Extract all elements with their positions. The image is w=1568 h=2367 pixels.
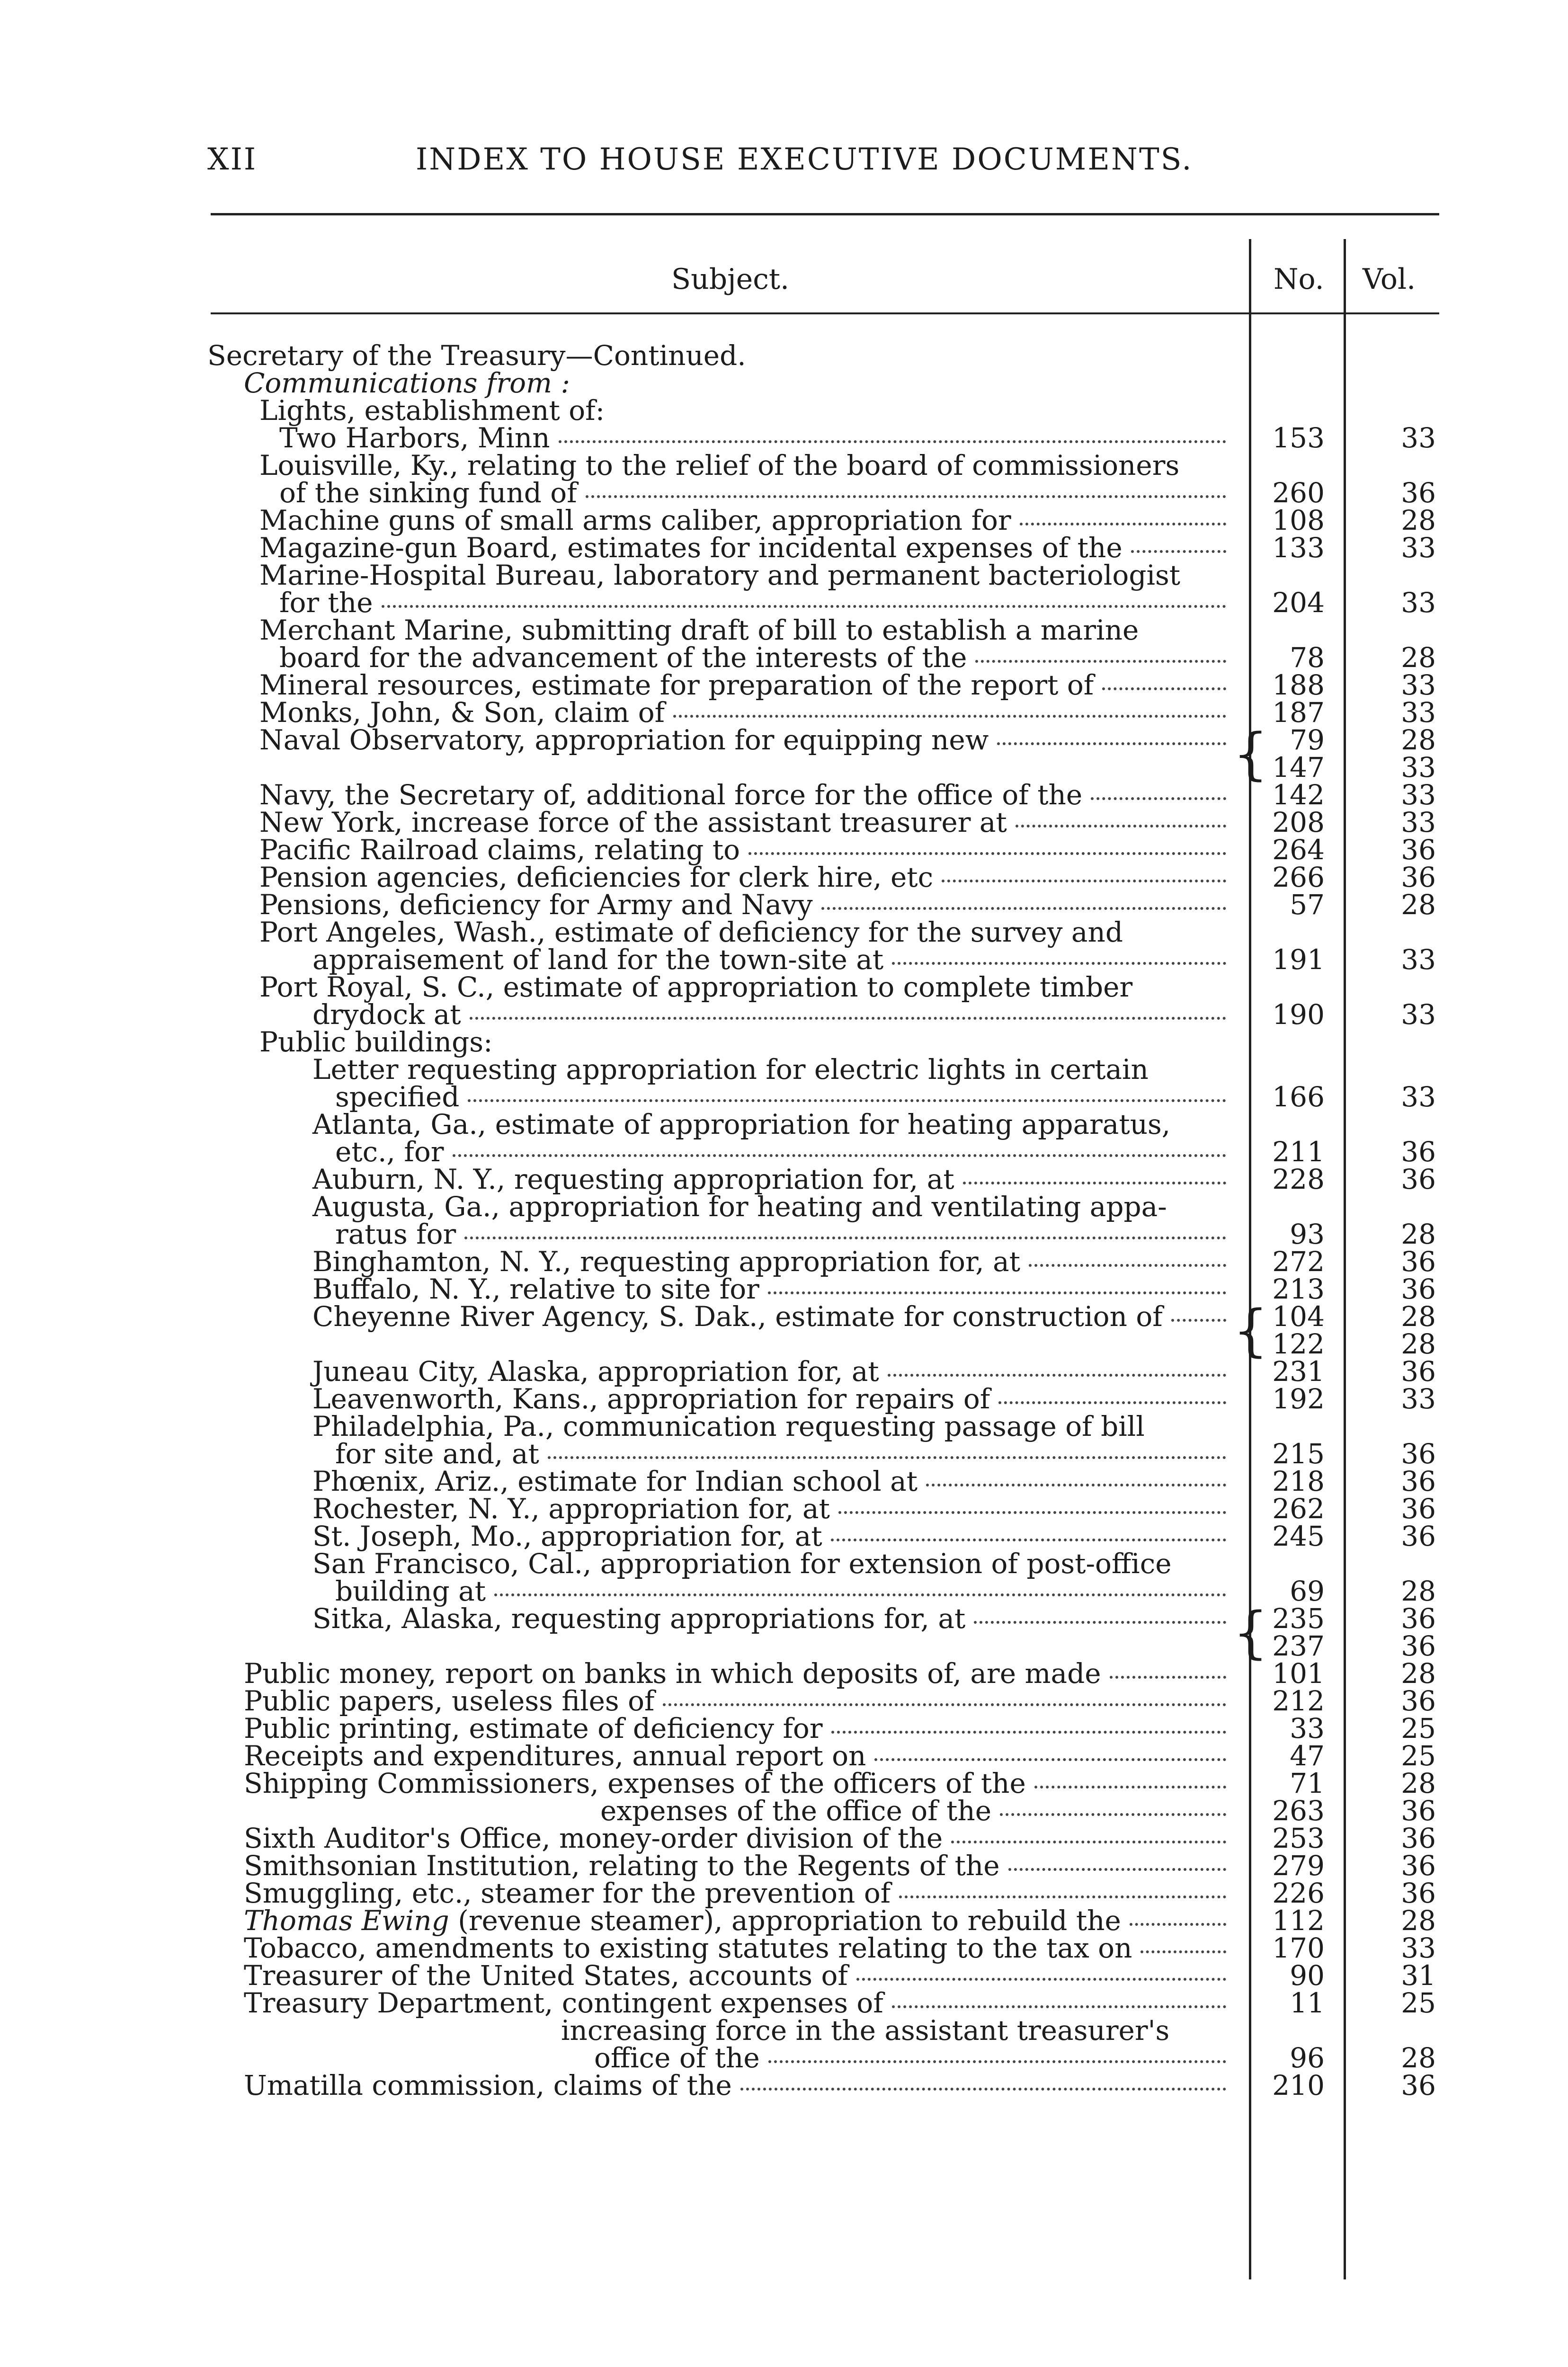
dot-leader bbox=[1029, 1264, 1226, 1267]
dot-leader bbox=[470, 1017, 1226, 1020]
entry-subject: Secretary of the Treasury—Continued. bbox=[207, 339, 746, 372]
entry-no: 142 bbox=[1272, 779, 1325, 811]
entry-no: 260 bbox=[1272, 477, 1325, 509]
index-entry bbox=[0, 918, 1568, 946]
entry-subject: appraisement of land for the town-site at bbox=[312, 943, 884, 976]
index-entry bbox=[0, 1246, 1568, 1278]
entry-subject: for site and, at bbox=[335, 1438, 539, 1470]
entry-vol: 28 bbox=[1401, 724, 1436, 756]
entry-vol: 25 bbox=[1401, 1740, 1436, 1772]
index-entry bbox=[0, 1632, 1568, 1660]
index-entry bbox=[0, 1355, 1568, 1388]
entry-subject: board for the advancement of the interests of the bbox=[279, 641, 967, 674]
entry-no: 90 bbox=[1290, 1959, 1325, 1992]
entry-subject: St. Joseph, Mo., appropriation for, at bbox=[312, 1520, 822, 1552]
dot-leader bbox=[831, 1539, 1226, 1541]
entry-subject: Public printing, estimate of deficiency for bbox=[244, 1712, 823, 1744]
dot-leader bbox=[748, 852, 1226, 855]
entry-subject: Treasurer of the United States, accounts of bbox=[244, 1959, 848, 1992]
entry-vol: 36 bbox=[1401, 1438, 1436, 1470]
entry-subject: Louisville, Ky., relating to the relief of the board of commissioners bbox=[259, 449, 1180, 481]
entry-vol: 36 bbox=[1401, 1136, 1436, 1168]
entry-vol: 31 bbox=[1401, 1959, 1436, 1992]
entry-vol: 36 bbox=[1401, 1163, 1436, 1195]
entry-no: 213 bbox=[1272, 1273, 1325, 1305]
dot-leader bbox=[768, 1291, 1226, 1294]
entry-no: 133 bbox=[1272, 532, 1325, 564]
brace-mark: { bbox=[1233, 1298, 1269, 1363]
entry-subject: Two Harbors, Minn bbox=[279, 422, 550, 454]
index-entry bbox=[0, 1083, 1568, 1111]
entry-no: 33 bbox=[1290, 1712, 1325, 1744]
dot-leader bbox=[831, 1731, 1226, 1734]
entry-no: 71 bbox=[1290, 1767, 1325, 1799]
dot-leader bbox=[382, 605, 1226, 608]
entry-subject: New York, increase force of the assistant treasurer at bbox=[259, 806, 1007, 838]
entry-vol: 36 bbox=[1401, 1246, 1436, 1278]
entry-vol: 33 bbox=[1401, 696, 1436, 729]
entry-subject: Pacific Railroad claims, relating to bbox=[259, 834, 740, 866]
entry-subject: Rochester, N. Y., appropriation for, at bbox=[312, 1493, 830, 1525]
header-rule-bottom bbox=[211, 312, 1439, 314]
entry-subject: building at bbox=[335, 1575, 486, 1607]
index-entry bbox=[0, 2069, 1568, 2101]
header-rule-top bbox=[211, 213, 1439, 215]
entry-vol: 28 bbox=[1401, 1904, 1436, 1937]
entry-vol: 33 bbox=[1401, 1932, 1436, 1964]
entry-subject: Tobacco, amendments to existing statutes relating to the tax on bbox=[244, 1932, 1132, 1964]
entry-subject: Communications from : bbox=[244, 367, 570, 399]
page-title: INDEX TO HOUSE EXECUTIVE DOCUMENTS. bbox=[416, 142, 1193, 177]
entry-vol: 36 bbox=[1401, 1685, 1436, 1717]
index-entry bbox=[0, 1548, 1568, 1580]
index-entry bbox=[0, 1795, 1568, 1827]
index-entry bbox=[0, 504, 1568, 536]
entry-subject: Shipping Commissioners, expenses of the officers of the bbox=[244, 1767, 1026, 1799]
entry-subject: increasing force in the assistant treasurer's bbox=[561, 2014, 1170, 2047]
index-entries bbox=[0, 339, 1568, 2101]
index-entry bbox=[0, 2044, 1568, 2072]
entry-subject: Public papers, useless files of bbox=[244, 1685, 655, 1717]
dot-leader bbox=[1020, 523, 1226, 525]
entry-no: 279 bbox=[1272, 1850, 1325, 1882]
entry-vol: 25 bbox=[1401, 1712, 1436, 1744]
entry-vol: 28 bbox=[1401, 1300, 1436, 1333]
entry-subject: Public buildings: bbox=[259, 1026, 493, 1058]
entry-vol: 36 bbox=[1401, 1602, 1436, 1635]
index-entry bbox=[0, 973, 1568, 1001]
entry-subject: San Francisco, Cal., appropriation for extension of post-office bbox=[312, 1548, 1172, 1580]
entry-subject: Port Angeles, Wash., estimate of deficiency for the survey and bbox=[259, 916, 1123, 948]
index-entry bbox=[0, 1191, 1568, 1223]
entry-vol: 33 bbox=[1401, 587, 1436, 619]
index-entry bbox=[0, 1687, 1568, 1715]
entry-vol: 36 bbox=[1401, 1630, 1436, 1662]
dot-leader bbox=[740, 2088, 1226, 2091]
entry-vol: 36 bbox=[1401, 1520, 1436, 1552]
entry-subject: specified bbox=[335, 1081, 460, 1113]
entry-subject: Cheyenne River Agency, S. Dak., estimate for construction of bbox=[312, 1300, 1163, 1333]
dot-leader bbox=[586, 495, 1226, 498]
brace-mark: { bbox=[1233, 1600, 1269, 1665]
dot-leader bbox=[1000, 1813, 1226, 1816]
entry-subject: Smithsonian Institution, relating to the Regents of the bbox=[244, 1850, 1000, 1882]
entry-subject: Sitka, Alaska, requesting appropriations for, at bbox=[312, 1602, 966, 1635]
entry-subject: Umatilla commission, claims of the bbox=[244, 2069, 732, 2101]
entry-no: 245 bbox=[1272, 1520, 1325, 1552]
dot-leader bbox=[673, 715, 1226, 718]
entry-vol: 33 bbox=[1401, 669, 1436, 701]
entry-vol: 36 bbox=[1401, 1877, 1436, 1909]
brace-mark: { bbox=[1233, 721, 1269, 786]
dot-leader bbox=[892, 962, 1226, 965]
index-entry bbox=[0, 532, 1568, 564]
entry-vol: 33 bbox=[1401, 779, 1436, 811]
index-entry bbox=[0, 449, 1568, 481]
index-entry bbox=[0, 369, 1568, 397]
dot-leader bbox=[892, 2005, 1226, 2008]
index-entry bbox=[0, 561, 1568, 589]
index-entry bbox=[0, 1053, 1568, 1086]
entry-no: 212 bbox=[1272, 1685, 1325, 1717]
entry-subject: Monks, John, & Son, claim of bbox=[259, 696, 665, 729]
entry-vol: 36 bbox=[1401, 1355, 1436, 1388]
index-entry bbox=[0, 1850, 1568, 1882]
entry-no: 231 bbox=[1272, 1355, 1325, 1388]
entry-vol: 36 bbox=[1401, 1273, 1436, 1305]
entry-vol: 36 bbox=[1401, 1795, 1436, 1827]
entry-no: 153 bbox=[1272, 422, 1325, 454]
dot-leader bbox=[663, 1703, 1226, 1706]
entry-subject: for the bbox=[279, 587, 373, 619]
entry-vol: 36 bbox=[1401, 2069, 1436, 2101]
entry-vol: 28 bbox=[1401, 504, 1436, 536]
entry-vol: 28 bbox=[1401, 1657, 1436, 1690]
index-entry bbox=[0, 1410, 1568, 1442]
dot-leader bbox=[1016, 825, 1226, 828]
entry-no: 190 bbox=[1272, 998, 1325, 1031]
entry-subject: ratus for bbox=[335, 1218, 456, 1250]
index-entry bbox=[0, 834, 1568, 866]
entry-no: 108 bbox=[1272, 504, 1325, 536]
entry-no: 226 bbox=[1272, 1877, 1325, 1909]
entry-no: 266 bbox=[1272, 861, 1325, 893]
dot-leader bbox=[768, 2060, 1226, 2063]
index-entry bbox=[0, 479, 1568, 507]
entry-subject: Binghamton, N. Y., requesting appropriation for, at bbox=[312, 1246, 1021, 1278]
entry-subject: Navy, the Secretary of, additional force for the office of the bbox=[259, 779, 1083, 811]
entry-subject: Juneau City, Alaska, appropriation for, at bbox=[312, 1355, 879, 1388]
entry-vol: 28 bbox=[1401, 641, 1436, 674]
dot-leader bbox=[1140, 1950, 1226, 1953]
entry-subject: office of the bbox=[594, 2042, 760, 2074]
index-entry bbox=[0, 1028, 1568, 1056]
entry-no: 262 bbox=[1272, 1493, 1325, 1525]
dot-leader bbox=[874, 1758, 1226, 1761]
entry-no: 192 bbox=[1272, 1383, 1325, 1415]
entry-no: 204 bbox=[1272, 587, 1325, 619]
entry-subject: Thomas Ewing (revenue steamer), appropriation to rebuild the bbox=[244, 1904, 1121, 1937]
entry-vol: 33 bbox=[1401, 943, 1436, 976]
dot-leader bbox=[1102, 687, 1226, 690]
entry-no: 170 bbox=[1272, 1932, 1325, 1964]
entry-no: 96 bbox=[1290, 2042, 1325, 2074]
index-entry bbox=[0, 641, 1568, 674]
entry-no: 263 bbox=[1272, 1795, 1325, 1827]
entry-subject: Marine-Hospital Bureau, laboratory and permanent bacteriologist bbox=[259, 559, 1181, 591]
column-header-subject: Subject. bbox=[671, 263, 790, 296]
entry-subject: drydock at bbox=[312, 998, 461, 1031]
entry-subject: Augusta, Ga., appropriation for heating and ventilating appa- bbox=[312, 1191, 1167, 1223]
entry-no: 166 bbox=[1272, 1081, 1325, 1113]
entry-no: 211 bbox=[1272, 1136, 1325, 1168]
dot-leader bbox=[1131, 550, 1226, 553]
entry-no: 147 bbox=[1272, 751, 1325, 783]
entry-no: 264 bbox=[1272, 834, 1325, 866]
entry-no: 11 bbox=[1290, 1987, 1325, 2019]
entry-no: 272 bbox=[1272, 1246, 1325, 1278]
dot-leader bbox=[888, 1374, 1226, 1377]
entry-subject: Port Royal, S. C., estimate of appropriation to complete timber bbox=[259, 971, 1133, 1003]
entry-vol: 33 bbox=[1401, 751, 1436, 783]
dot-leader bbox=[1091, 797, 1226, 800]
entry-subject: Magazine-gun Board, estimates for incidental expenses of the bbox=[259, 532, 1123, 564]
entry-subject: Atlanta, Ga., estimate of appropriation for heating apparatus, bbox=[312, 1108, 1171, 1140]
entry-no: 210 bbox=[1272, 2069, 1325, 2101]
index-entry bbox=[0, 671, 1568, 699]
entry-subject: Leavenworth, Kans., appropriation for repairs of bbox=[312, 1383, 990, 1415]
entry-subject: Philadelphia, Pa., communication requesting passage of bill bbox=[312, 1410, 1145, 1442]
entry-no: 218 bbox=[1272, 1465, 1325, 1497]
entry-vol: 36 bbox=[1401, 861, 1436, 893]
entry-no: 79 bbox=[1290, 724, 1325, 756]
entry-vol: 33 bbox=[1401, 532, 1436, 564]
index-entry bbox=[0, 587, 1568, 619]
entry-vol: 33 bbox=[1401, 806, 1436, 838]
entry-vol: 36 bbox=[1401, 1850, 1436, 1882]
entry-subject: Receipts and expenditures, annual report on bbox=[244, 1740, 866, 1772]
dot-leader bbox=[856, 1978, 1226, 1981]
entry-vol: 33 bbox=[1401, 998, 1436, 1031]
entry-subject: Phœnix, Ariz., estimate for Indian school at bbox=[312, 1465, 918, 1497]
dot-leader bbox=[1171, 1319, 1226, 1322]
index-entry bbox=[0, 998, 1568, 1031]
index-entry bbox=[0, 781, 1568, 809]
entry-subject: Treasury Department, contingent expenses of bbox=[244, 1987, 883, 2019]
entry-subject: Smuggling, etc., steamer for the prevention of bbox=[244, 1877, 891, 1909]
entry-no: 47 bbox=[1290, 1740, 1325, 1772]
dot-leader bbox=[997, 742, 1226, 745]
dot-leader bbox=[963, 1182, 1226, 1184]
index-entry bbox=[0, 1108, 1568, 1140]
entry-subject: Letter requesting appropriation for electric lights in certain bbox=[312, 1053, 1149, 1086]
entry-vol: 28 bbox=[1401, 1218, 1436, 1250]
dot-leader bbox=[453, 1154, 1226, 1157]
dot-leader bbox=[548, 1456, 1226, 1459]
entry-vol: 36 bbox=[1401, 1822, 1436, 1854]
entry-subject: Auburn, N. Y., requesting appropriation for, at bbox=[312, 1163, 954, 1195]
dot-leader bbox=[1034, 1786, 1226, 1789]
index-entry bbox=[0, 863, 1568, 891]
dot-leader bbox=[464, 1237, 1226, 1239]
index-entry bbox=[0, 424, 1568, 452]
entry-no: 93 bbox=[1290, 1218, 1325, 1250]
entry-subject: Mineral resources, estimate for preparation of the report of bbox=[259, 669, 1094, 701]
dot-leader bbox=[926, 1484, 1226, 1486]
entry-vol: 28 bbox=[1401, 1328, 1436, 1360]
entry-subject: Public money, report on banks in which deposits of, are made bbox=[244, 1657, 1101, 1690]
index-entry bbox=[0, 1522, 1568, 1550]
entry-no: 188 bbox=[1272, 669, 1325, 701]
index-entry bbox=[0, 2014, 1568, 2047]
index-entry bbox=[0, 1959, 1568, 1992]
index-entry bbox=[0, 1767, 1568, 1799]
entry-subject: of the sinking fund of bbox=[279, 477, 577, 509]
index-entry bbox=[0, 1712, 1568, 1744]
dot-leader bbox=[899, 1895, 1226, 1898]
index-entry bbox=[0, 1220, 1568, 1248]
index-entry bbox=[0, 1934, 1568, 1962]
index-entry bbox=[0, 1989, 1568, 2017]
dot-leader bbox=[468, 1099, 1226, 1102]
entry-no: 122 bbox=[1272, 1328, 1325, 1360]
dot-leader bbox=[494, 1593, 1226, 1596]
column-header-no: No. bbox=[1274, 263, 1324, 296]
entry-vol: 33 bbox=[1401, 1383, 1436, 1415]
dot-leader bbox=[1110, 1676, 1226, 1679]
entry-vol: 25 bbox=[1401, 1987, 1436, 2019]
entry-subject: Lights, establishment of: bbox=[259, 394, 605, 427]
dot-leader bbox=[998, 1401, 1226, 1404]
entry-no: 78 bbox=[1290, 641, 1325, 674]
entry-no: 69 bbox=[1290, 1575, 1325, 1607]
entry-no: 215 bbox=[1272, 1438, 1325, 1470]
index-entry bbox=[0, 616, 1568, 644]
dot-leader bbox=[942, 880, 1226, 882]
index-entry bbox=[0, 1330, 1568, 1358]
entry-subject: Sixth Auditor's Office, money-order division of the bbox=[244, 1822, 943, 1854]
entry-no: 208 bbox=[1272, 806, 1325, 838]
entry-no: 235 bbox=[1272, 1602, 1325, 1635]
index-entry bbox=[0, 1163, 1568, 1195]
entry-subject: Pension agencies, deficiencies for clerk hire, etc bbox=[259, 861, 934, 893]
dot-leader bbox=[1008, 1868, 1226, 1871]
dot-leader bbox=[1130, 1923, 1226, 1926]
entry-no: 187 bbox=[1272, 696, 1325, 729]
index-entry bbox=[0, 889, 1568, 921]
entry-vol: 33 bbox=[1401, 422, 1436, 454]
index-entry bbox=[0, 751, 1568, 783]
entry-subject: Machine guns of small arms caliber, appropriation for bbox=[259, 504, 1011, 536]
entry-no: 228 bbox=[1272, 1163, 1325, 1195]
column-header-vol: Vol. bbox=[1363, 263, 1416, 296]
entry-vol: 36 bbox=[1401, 1465, 1436, 1497]
entry-subject: expenses of the office of the bbox=[600, 1795, 992, 1827]
index-entry bbox=[0, 1577, 1568, 1605]
entry-vol: 36 bbox=[1401, 477, 1436, 509]
entry-vol: 33 bbox=[1401, 1081, 1436, 1113]
entry-no: 191 bbox=[1272, 943, 1325, 976]
entry-vol: 36 bbox=[1401, 834, 1436, 866]
entry-no: 112 bbox=[1272, 1904, 1325, 1937]
index-entry bbox=[0, 1657, 1568, 1690]
entry-no: 104 bbox=[1272, 1300, 1325, 1333]
entry-subject: Naval Observatory, appropriation for equipping new bbox=[259, 724, 989, 756]
entry-no: 237 bbox=[1272, 1630, 1325, 1662]
index-entry bbox=[0, 1440, 1568, 1468]
entry-subject: etc., for bbox=[335, 1136, 444, 1168]
entry-no: 101 bbox=[1272, 1657, 1325, 1690]
entry-vol: 28 bbox=[1401, 1575, 1436, 1607]
entry-vol: 36 bbox=[1401, 1493, 1436, 1525]
index-entry bbox=[0, 1904, 1568, 1937]
entry-subject: Pensions, deficiency for Army and Navy bbox=[259, 889, 813, 921]
index-entry bbox=[0, 1742, 1568, 1770]
entry-vol: 28 bbox=[1401, 1767, 1436, 1799]
entry-no: 57 bbox=[1290, 889, 1325, 921]
dot-leader bbox=[975, 660, 1226, 663]
dot-leader bbox=[838, 1511, 1226, 1514]
index-entry bbox=[0, 339, 1568, 372]
dot-leader bbox=[821, 907, 1226, 910]
index-entry bbox=[0, 1465, 1568, 1497]
dot-leader bbox=[951, 1841, 1226, 1843]
entry-vol: 28 bbox=[1401, 889, 1436, 921]
index-entry bbox=[0, 943, 1568, 976]
index-entry bbox=[0, 1138, 1568, 1166]
dot-leader bbox=[559, 440, 1226, 443]
page-number: XII bbox=[207, 142, 258, 177]
dot-leader bbox=[974, 1621, 1226, 1624]
index-entry bbox=[0, 1879, 1568, 1907]
index-entry bbox=[0, 1275, 1568, 1303]
entry-vol: 28 bbox=[1401, 2042, 1436, 2074]
index-entry bbox=[0, 1824, 1568, 1852]
index-entry bbox=[0, 1385, 1568, 1413]
entry-subject: Buffalo, N. Y., relative to site for bbox=[312, 1273, 759, 1305]
index-entry bbox=[0, 696, 1568, 729]
entry-subject: Merchant Marine, submitting draft of bill to establish a marine bbox=[259, 614, 1139, 646]
index-entry bbox=[0, 394, 1568, 427]
entry-no: 253 bbox=[1272, 1822, 1325, 1854]
index-entry bbox=[0, 806, 1568, 838]
index-entry bbox=[0, 1493, 1568, 1525]
